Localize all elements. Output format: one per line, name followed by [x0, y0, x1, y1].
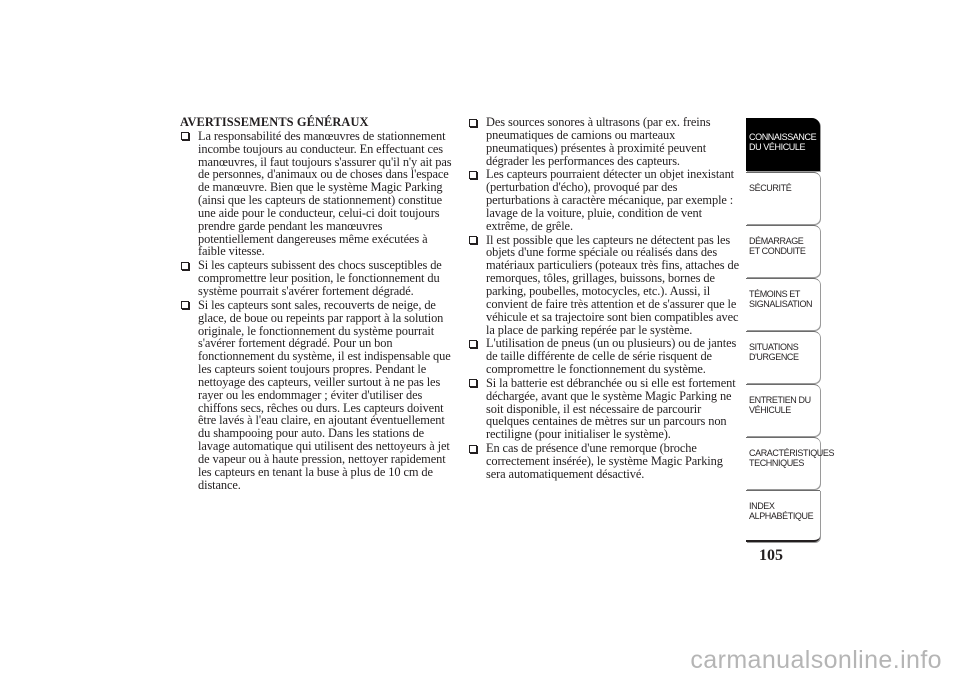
bullet-item: Si la batterie est débranchée ou si elle est fortement déchargée, avant que le système Magic Parking ne soit disponible, il est nécessaire de parcourir quelques centaines de mètres sur un parcours non rectiligne (pour initialiser le système).: [468, 377, 740, 441]
bullet-item: En cas de présence d'une remorque (broche correctement insérée), le système Magic Parking sera automatiquement désactivé.: [468, 442, 740, 481]
bullet-item: La responsabilité des manœuvres de stationnement incombe toujours au conducteur. En effectuant ces manœuvres, il faut toujours s'assurer qu'il n'y ait pas de personnes, d'animaux ou de choses dans l'espace de manœuvre. Bien que le système Magic Parking (ainsi que les capteurs de stationnement) constitue une aide pour le conducteur, celui-ci doit toujours prendre garde pendant les manœuvres potentiellement dangereuses même exécutées à faible vitesse.: [180, 130, 452, 258]
tab-temoins-et-signalisation[interactable]: TÉMOINS ET SIGNALISATION: [746, 278, 820, 330]
bullet-item: L'utilisation de pneus (un ou plusieurs) ou de jantes de taille différente de celle de série risquent de compromettre le fonctionnement du système.: [468, 337, 740, 376]
tab-connaissance-du-vehicule[interactable]: CONNAISSANCE DU VÉHICULE: [746, 118, 820, 171]
bullet-item: Il est possible que les capteurs ne détectent pas les objets d'une forme spéciale ou réalisés dans des matériaux particuliers (poteaux très fins, attaches de remorques, tôles, grillages, buissons, bornes de parking, poubelles, motocycles, etc.). Aussi, il convient de faire très attention et de s'assurer que le véhicule et sa trajectoire sont bien compatibles avec la place de parking repérée par le système.: [468, 234, 740, 337]
watermark: carmanualsonline.info: [690, 646, 942, 674]
left-text-column: [180, 116, 452, 492]
chapter-tabs: [746, 118, 835, 543]
tab-entretien-du-vehicule[interactable]: ENTRETIEN DU VÉHICULE: [746, 384, 820, 436]
tab-demarrage-et-conduite[interactable]: DÉMARRAGE ET CONDUITE: [746, 225, 820, 277]
bullet-item: Des sources sonores à ultrasons (par ex. freins pneumatiques de camions ou marteaux pneumatiques) présentes à proximité peuvent dégrader les performances des capteurs.: [468, 116, 740, 167]
section-heading: AVERTISSEMENTS GÉNÉRAUX: [180, 115, 369, 129]
tab-securite[interactable]: SÉCURITÉ: [746, 172, 820, 224]
bullet-item: Si les capteurs sont sales, recouverts de neige, de glace, de boue ou repeints par rapport à la solution originale, le fonctionnement du système pourrait s'avérer fortement dégradé. Pour un bon fonctionnement du système, il est indispensable que les capteurs soient toujours propres. Pendant le nettoyage des capteurs, veiller surtout à ne pas les rayer ou les endommager ; éviter d'utiliser des chiffons secs, rêches ou durs. Les capteurs doivent être lavés à l'eau claire, en ajoutant éventuellement du shampooing pour auto. Dans les stations de lavage automatique qui utilisent des nettoyeurs à jet de vapeur ou à haute pression, nettoyer rapidement les capteurs en tenant la buse à plus de 10 cm de distance.: [180, 299, 452, 492]
tab-index-alphabetique[interactable]: INDEX ALPHABÉTIQUE: [746, 490, 820, 542]
right-text-column: [468, 116, 740, 482]
tab-caracteristiques-techniques[interactable]: CARACTÉRISTIQUES TECHNIQUES: [746, 437, 820, 489]
bullet-item: Si les capteurs subissent des chocs susceptibles de compromettre leur position, le fonctionnement du système pourrait s'avérer fortement dégradé.: [180, 259, 452, 298]
bullet-item: Les capteurs pourraient détecter un objet inexistant (perturbation d'écho), provoqué par des perturbations à caractère mécanique, par exemple : lavage de la voiture, pluie, condition de vent extrême, de grêle.: [468, 168, 740, 232]
page-number: 105: [759, 547, 783, 564]
tab-situations-d-urgence[interactable]: SITUATIONS D'URGENCE: [746, 331, 820, 383]
